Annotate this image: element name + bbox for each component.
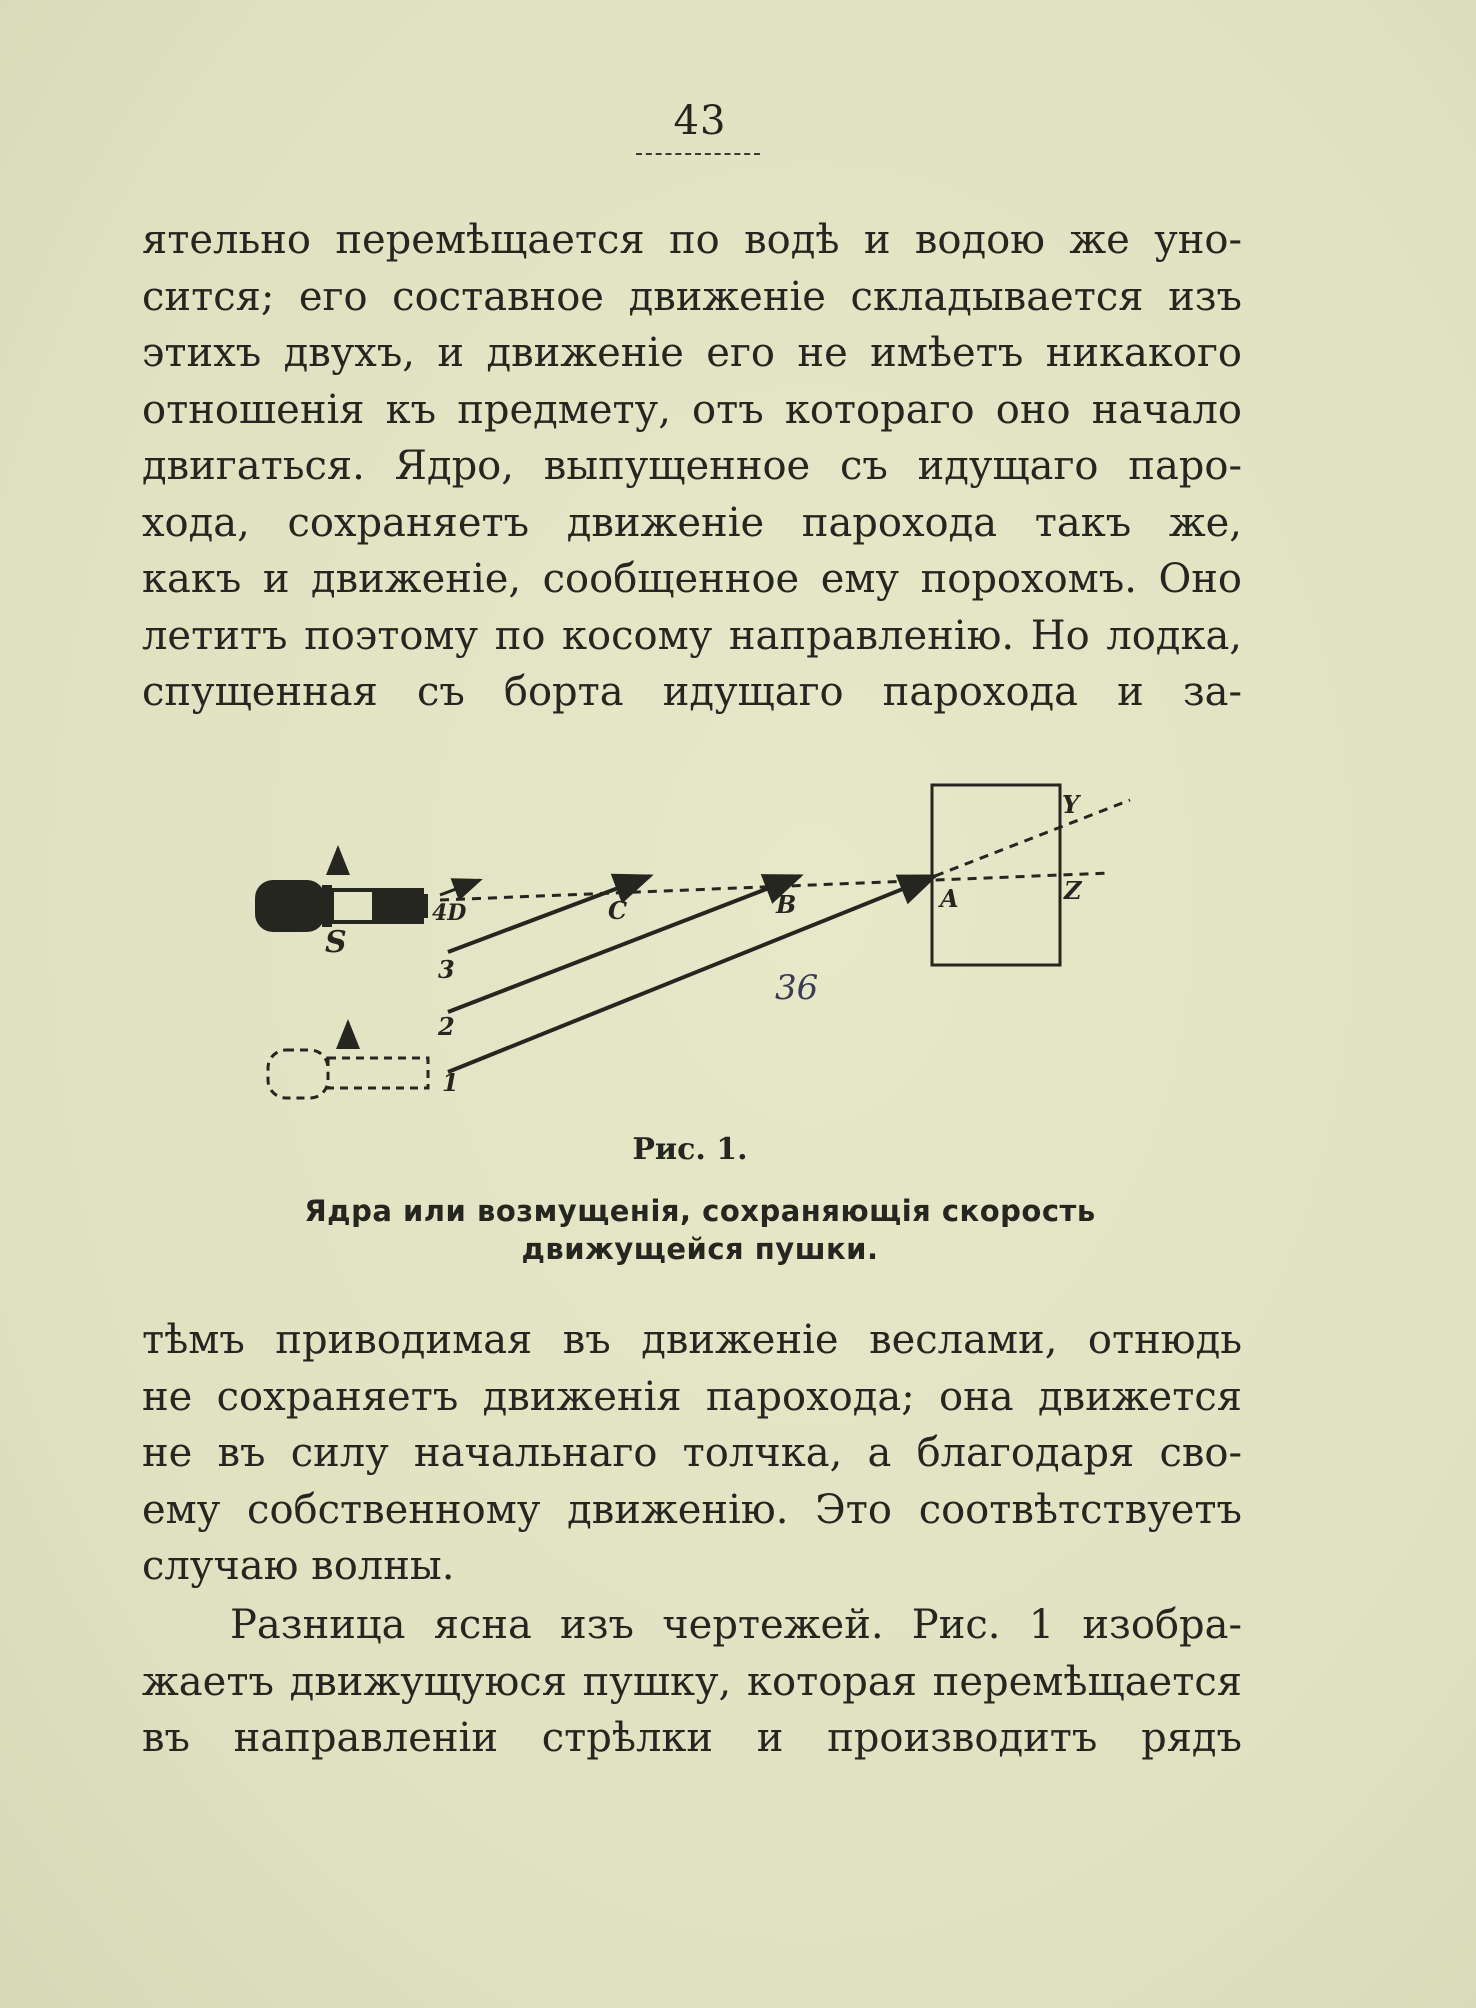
text-line: Разница ясна изъ чертежей. Рис. 1 изобра-: [230, 1602, 1242, 1648]
text-line: ятельно перемѣщается по водѣ и водою же уно-: [142, 217, 1242, 263]
figure-label-s: S: [325, 925, 347, 960]
text-line: двигаться. Ядро, выпущенное съ идущаго паро-: [142, 443, 1242, 489]
text-line: случаю волны.: [142, 1543, 455, 1589]
caption-line: движущейся пушки.: [521, 1232, 879, 1266]
figure-label-3: 3: [438, 955, 455, 984]
figure-label-b: B: [776, 890, 797, 919]
text-line: не въ силу начальнаго толчка, а благодаря сво-: [142, 1430, 1242, 1476]
paragraph-2: [142, 1312, 1242, 1595]
figure-label-d: 4D: [432, 900, 467, 926]
caption-line: Ядра или возмущенiя, сохраняющiя скорость: [304, 1194, 1096, 1228]
path-a-to-y: [935, 800, 1130, 876]
text-line: жаетъ движущуюся пушку, которая перемѣщается: [142, 1658, 1242, 1705]
figure-label-y: Y: [1062, 790, 1080, 819]
figure-label-1: 1: [442, 1068, 459, 1097]
text-line: сится; его составное движенiе складывается изъ: [142, 273, 1242, 320]
figure-label-c: C: [608, 896, 628, 925]
figure-caption: [200, 1192, 1200, 1268]
figure-label-2: 2: [438, 1012, 455, 1041]
text-line: отношенiя къ предмету, отъ котораго оно начало: [142, 386, 1242, 433]
text-line: какъ и движенiе, сообщенное ему порохомъ. Оно: [142, 556, 1242, 602]
text-line: спущенная съ борта идущаго парохода и за-: [142, 669, 1242, 715]
figure-label-z: Z: [1064, 876, 1082, 905]
trajectory-1: [448, 876, 935, 1072]
text-line: въ направленiи стрѣлки и производитъ рядъ: [142, 1715, 1242, 1761]
paragraph-3: [142, 1597, 1242, 1767]
text-line: тѣмъ приводимая въ движенiе веслами, отнюдь: [142, 1317, 1242, 1363]
text-line: ему собственному движенiю. Это соотвѣтствуетъ: [142, 1486, 1242, 1533]
target-box: [932, 785, 1060, 965]
figure-label-a: A: [940, 884, 959, 913]
text-line: не сохраняетъ движенiя парохода; она движется: [142, 1373, 1242, 1420]
handwritten-note: 36: [775, 968, 819, 1008]
cannon-earlier-icon: [268, 1022, 428, 1098]
text-line: хода, сохраняетъ движенiе парохода такъ же,: [142, 499, 1242, 546]
figure-caption-number: Рис. 1.: [632, 1132, 748, 1167]
cannon-current-icon: [255, 848, 428, 932]
page-number: 43: [673, 98, 727, 144]
text-line: летитъ поэтому по косому направленiю. Но лодка,: [142, 612, 1242, 659]
text-line: этихъ двухъ, и движенiе его не имѣетъ никакого: [142, 330, 1242, 376]
